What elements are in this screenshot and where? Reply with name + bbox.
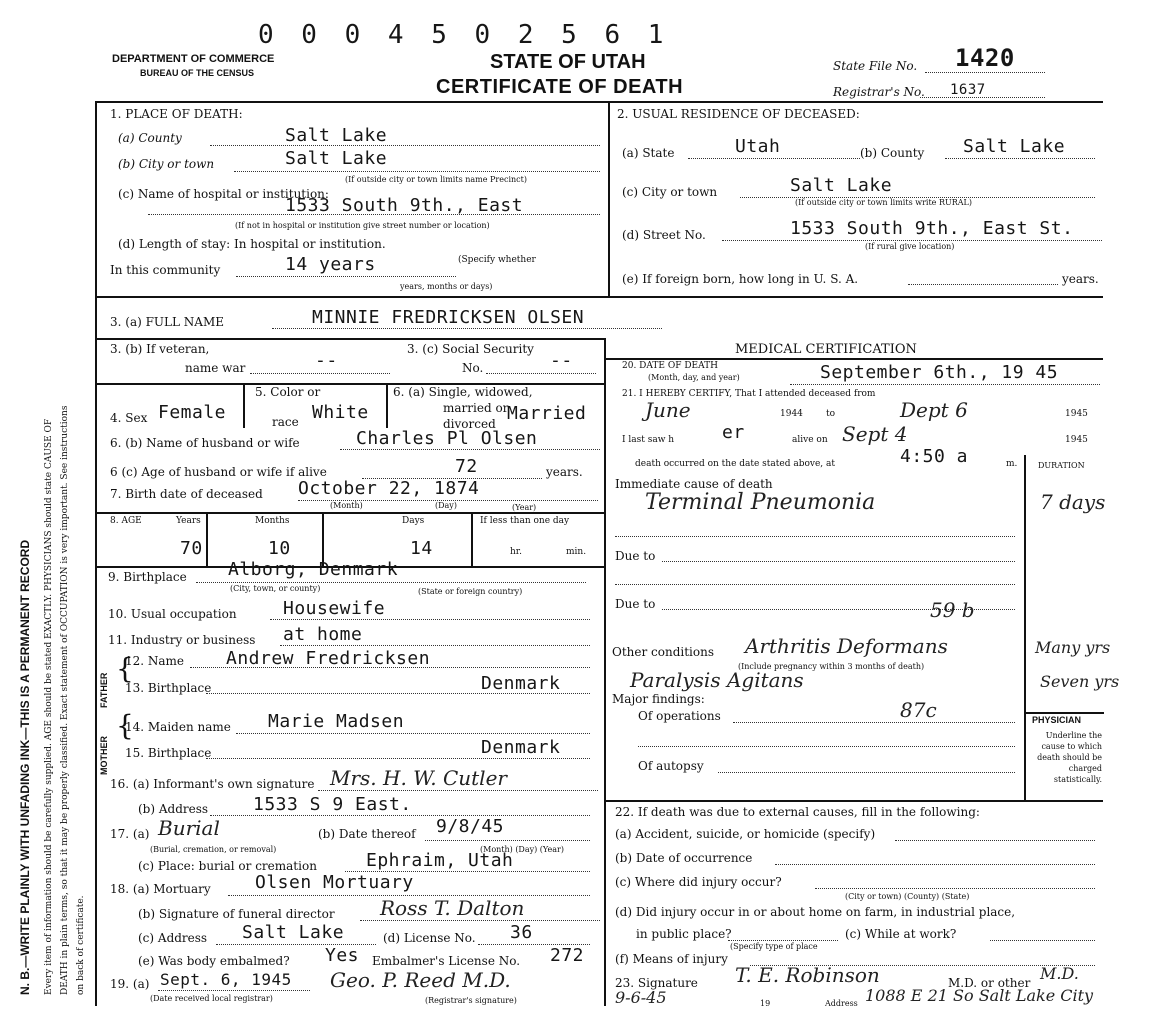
pod-city-value: Salt Lake <box>285 148 388 169</box>
external-b: (b) Date of occurrence <box>615 851 753 865</box>
alive-year: 1945 <box>1065 435 1088 445</box>
dept-label: DEPARTMENT OF COMMERCE <box>112 53 275 65</box>
veteran-label: 3. (b) If veteran, <box>110 342 210 356</box>
physician-box-label: PHYSICIAN <box>1032 715 1082 725</box>
pod-specify2: years, months or days) <box>400 282 493 291</box>
received-note: (Date received local registrar) <box>150 994 273 1003</box>
burial-label: 17. (a) <box>110 827 150 841</box>
age-label: 8. AGE <box>110 516 142 526</box>
res-county-value: Salt Lake <box>963 136 1066 157</box>
mortuary-address-label: (c) Address <box>138 931 208 945</box>
state-file-number: 1420 <box>955 44 1015 72</box>
immediate-cause-value: Terminal Pneumonia <box>645 490 876 515</box>
father-side-label: FATHER <box>99 672 109 708</box>
birthplace-value: Alborg, Denmark <box>228 559 399 580</box>
age-days-value: 14 <box>410 538 433 559</box>
color-label: 5. Color or <box>255 385 321 399</box>
age-months-header: Months <box>255 516 290 526</box>
state-title: STATE OF UTAH <box>490 51 646 73</box>
other-conditions-value: Arthritis Deformans <box>745 634 948 658</box>
sidebar-line-4: on back of certificate. <box>76 895 86 995</box>
birth-day-note: (Day) <box>435 501 457 510</box>
mother-brace: { <box>116 709 134 742</box>
other-conditions-label: Other conditions <box>612 645 715 659</box>
physician-note: Underline the cause to which death should be charged statistically. <box>1037 731 1102 784</box>
sidebar-line-2: Every item of information should be carefully supplied. AGE should be stated EXACTLY. PHYSICIANS should state CAUSE OF <box>44 418 54 995</box>
m-label: m. <box>1006 459 1018 469</box>
pod-stay-label: (d) Length of stay: In hospital or institution. <box>118 237 386 251</box>
md-value: M.D. <box>1040 964 1079 983</box>
marital-label: 6. (a) Single, widowed, <box>393 385 533 399</box>
sex-value: Female <box>158 402 227 423</box>
birth-date-label: 7. Birth date of deceased <box>110 487 263 501</box>
attended-to: Dept 6 <box>900 398 968 422</box>
state-file-label: State File No. <box>833 59 918 73</box>
father-name-label: 12. Name <box>125 654 185 668</box>
sidebar-line-1: N. B.—WRITE PLAINLY WITH UNFADING INK—THIS IS A PERMANENT RECORD <box>18 539 32 995</box>
birthplace-label: 9. Birthplace <box>108 570 187 584</box>
director-label: (b) Signature of funeral director <box>138 907 335 921</box>
res-street-value: 1533 South 9th., East St. <box>790 218 1074 239</box>
pod-community-label: In this community <box>110 263 221 277</box>
spouse-value: Charles Pl Olsen <box>356 428 538 449</box>
license-value: 36 <box>510 922 533 943</box>
external-e: (c) While at work? <box>845 927 957 941</box>
pod-community-value: 14 years <box>285 254 376 275</box>
informant-signature: Mrs. H. W. Cutler <box>330 766 507 790</box>
age-years-value: 70 <box>180 538 203 559</box>
father-brace: { <box>116 652 134 685</box>
mother-bp-label: 15. Birthplace <box>125 746 212 760</box>
external-d: (d) Did injury occur in or about home on farm, in industrial place, <box>615 905 1016 919</box>
pod-hospital-label: (c) Name of hospital or institution: <box>118 187 329 201</box>
due-to-2-code: 59 b <box>930 598 975 622</box>
attended-from: June <box>645 398 691 422</box>
res-city-note: (If outside city or town limits write RURAL) <box>795 198 972 207</box>
paralysis-value: Paralysis Agitans <box>630 668 804 692</box>
veteran-value: -- <box>315 350 338 371</box>
father-bp-value: Denmark <box>481 673 561 694</box>
occupation-value: Housewife <box>283 598 386 619</box>
certificate-title: CERTIFICATE OF DEATH <box>436 76 684 98</box>
industry-label: 11. Industry or business <box>108 633 256 647</box>
res-county-label: (b) County <box>860 146 925 160</box>
ssn-no-label: No. <box>462 361 484 375</box>
physician-signature: T. E. Robinson <box>735 963 880 987</box>
external-causes-label: 22. If death was due to external causes, fill in the following: <box>615 805 980 819</box>
attended-to-year: 1945 <box>1065 409 1088 419</box>
mother-name-value: Marie Madsen <box>268 711 405 732</box>
license-label: (d) License No. <box>383 931 476 945</box>
burial-value: Burial <box>158 816 220 840</box>
mother-side-label: MOTHER <box>99 736 109 775</box>
external-a: (a) Accident, suicide, or homicide (specify) <box>615 827 876 841</box>
embalmer-license-label: Embalmer's License No. <box>372 954 521 968</box>
res-state-label: (a) State <box>622 146 675 160</box>
alive-on-label: alive on <box>792 435 828 445</box>
autopsy-label: Of autopsy <box>638 759 704 773</box>
age-hr-label: hr. <box>510 547 522 557</box>
external-c-note: (City or town) (County) (State) <box>845 892 970 901</box>
date-signed: 9-6-45 <box>615 988 667 1007</box>
pod-county-label: (a) County <box>118 131 182 145</box>
received-value: Sept. 6, 1945 <box>160 970 292 989</box>
other-conditions-note: (Include pregnancy within 3 months of death) <box>738 662 925 671</box>
industry-value: at home <box>283 624 363 645</box>
alive-on-value: Sept 4 <box>842 422 908 446</box>
instructions-sidebar <box>10 95 90 995</box>
ssn-value: -- <box>550 350 573 371</box>
bureau-label: BUREAU OF THE CENSUS <box>140 68 255 78</box>
paralysis-duration: Seven yrs <box>1040 672 1120 691</box>
birth-year-note: (Year) <box>512 503 537 512</box>
spouse-age-value: 72 <box>455 456 478 477</box>
res-foreign-label: (e) If foreign born, how long in U. S. A. <box>622 272 859 286</box>
birth-date-value: October 22, 1874 <box>298 478 480 499</box>
pod-hospital-value: 1533 South 9th., East <box>285 195 524 216</box>
burial-date-label: (b) Date thereof <box>318 827 416 841</box>
age-min-label: min. <box>566 547 587 557</box>
mortuary-value: Olsen Mortuary <box>255 872 414 893</box>
birth-month-note: (Month) <box>330 501 363 510</box>
spouse-label: 6. (b) Name of husband or wife <box>110 436 300 450</box>
external-f: (f) Means of injury <box>615 952 728 966</box>
burial-note: (Burial, cremation, or removal) <box>150 845 277 854</box>
marital-value: Married <box>507 403 587 424</box>
received-label: 19. (a) <box>110 977 150 991</box>
age-less-header: If less than one day <box>480 516 570 526</box>
embalmed-label: (e) Was body embalmed? <box>138 954 290 968</box>
age-years-header: Years <box>176 516 201 526</box>
mother-bp-value: Denmark <box>481 737 561 758</box>
race-value: White <box>312 402 369 423</box>
age-months-value: 10 <box>268 538 291 559</box>
burial-date-note: (Month) (Day) (Year) <box>480 845 564 854</box>
burial-place-label: (c) Place: burial or cremation <box>138 859 317 873</box>
address-label: Address <box>825 999 858 1008</box>
duration-header: DURATION <box>1038 461 1085 470</box>
full-name-label: 3. (a) FULL NAME <box>110 315 224 329</box>
major-findings-label: Major findings: <box>612 692 705 706</box>
due-to-1-label: Due to <box>615 549 656 563</box>
last-saw-label: I last saw h <box>622 435 675 445</box>
pod-city-note: (If outside city or town limits name Precinct) <box>345 175 527 184</box>
pod-specify: (Specify whether <box>458 255 536 265</box>
father-bp-label: 13. Birthplace <box>125 681 212 695</box>
mortuary-label: 18. (a) Mortuary <box>110 882 211 896</box>
time-of-death: 4:50 a <box>900 446 969 467</box>
res-street-note: (If rural give location) <box>865 242 955 251</box>
embalmer-license-value: 272 <box>550 945 585 966</box>
embalmed-value: Yes <box>325 945 360 966</box>
age-days-header: Days <box>402 516 425 526</box>
medical-heading: MEDICAL CERTIFICATION <box>735 342 917 357</box>
informant-address-value: 1533 S 9 East. <box>253 794 412 815</box>
attended-to-label: to <box>826 409 836 419</box>
immediate-cause-label: Immediate cause of death <box>615 477 773 491</box>
full-name-value: MINNIE FREDRICKSEN OLSEN <box>312 307 585 328</box>
pod-city-label: (b) City or town <box>118 157 215 171</box>
spouse-years-label: years. <box>546 465 583 479</box>
registrar-note: (Registrar's signature) <box>425 996 517 1005</box>
war-label: name war <box>185 361 246 375</box>
nineteen-label: 19 <box>760 999 771 1008</box>
occurred-label: death occurred on the date stated above, at <box>635 459 836 469</box>
birthplace-city-note: (City, town, or county) <box>230 584 321 593</box>
immediate-duration: 7 days <box>1040 490 1106 514</box>
race-label: race <box>272 415 299 429</box>
place-of-death-heading: 1. PLACE OF DEATH: <box>110 107 243 121</box>
operations-label: Of operations <box>638 709 721 723</box>
registrar-number: 1637 <box>950 82 986 98</box>
external-d2-note: (Specify type of place <box>730 942 818 951</box>
marital-label2: married or <box>443 401 509 415</box>
sex-label: 4. Sex <box>110 411 148 425</box>
informant-label: 16. (a) Informant's own signature <box>110 777 315 791</box>
burial-place-value: Ephraim, Utah <box>366 850 514 871</box>
burial-date-value: 9/8/45 <box>436 816 505 837</box>
informant-address-label: (b) Address <box>138 802 209 816</box>
external-d2: in public place? <box>636 927 732 941</box>
occupation-label: 10. Usual occupation <box>108 607 237 621</box>
director-signature: Ross T. Dalton <box>380 896 525 920</box>
sidebar-line-3: DEATH in plain terms, so that it may be properly classified. Exact statement of OCCUPATION is very important. See instructions <box>60 405 70 995</box>
dod-note: (Month, day, and year) <box>648 373 740 382</box>
res-years-label: years. <box>1062 272 1099 286</box>
pod-hospital-note: (If not in hospital or institution give street number or location) <box>235 221 490 230</box>
last-saw-h: er <box>722 422 745 443</box>
other-duration: Many yrs <box>1035 638 1111 657</box>
dod-label: 20. DATE OF DEATH <box>622 361 718 371</box>
serial-number: 0 0 0 4 5 0 2 5 6 1 <box>258 20 670 50</box>
res-street-label: (d) Street No. <box>622 228 706 242</box>
external-c: (c) Where did injury occur? <box>615 875 782 889</box>
marital-label3: divorced <box>443 417 496 431</box>
spouse-age-label: 6 (c) Age of husband or wife if alive <box>110 465 327 479</box>
registrar-number-label: Registrar's No. <box>833 85 925 99</box>
dod-value: September 6th., 19 45 <box>820 362 1059 383</box>
birthplace-country-note: (State or foreign country) <box>418 587 523 596</box>
physician-address: 1088 E 21 So Salt Lake City <box>865 986 1094 1005</box>
res-state-value: Utah <box>735 136 781 157</box>
father-name-value: Andrew Fredricksen <box>226 648 431 669</box>
res-city-value: Salt Lake <box>790 175 893 196</box>
mortuary-address-value: Salt Lake <box>242 922 345 943</box>
signature-label: 23. Signature <box>615 976 698 990</box>
mother-name-label: 14. Maiden name <box>125 720 231 734</box>
attended-from-year: 1944 <box>780 409 803 419</box>
residence-heading: 2. USUAL RESIDENCE OF DECEASED: <box>617 107 860 121</box>
pod-county-value: Salt Lake <box>285 125 388 146</box>
res-city-label: (c) City or town <box>622 185 718 199</box>
finding-code: 87c <box>900 698 937 722</box>
ssn-label: 3. (c) Social Security <box>407 342 534 356</box>
due-to-2-label: Due to <box>615 597 656 611</box>
certify-label: 21. I HEREBY CERTIFY, That I attended deceased from <box>622 389 876 399</box>
registrar-signature: Geo. P. Reed M.D. <box>330 968 511 992</box>
md-label: M.D. or other <box>948 976 1031 990</box>
